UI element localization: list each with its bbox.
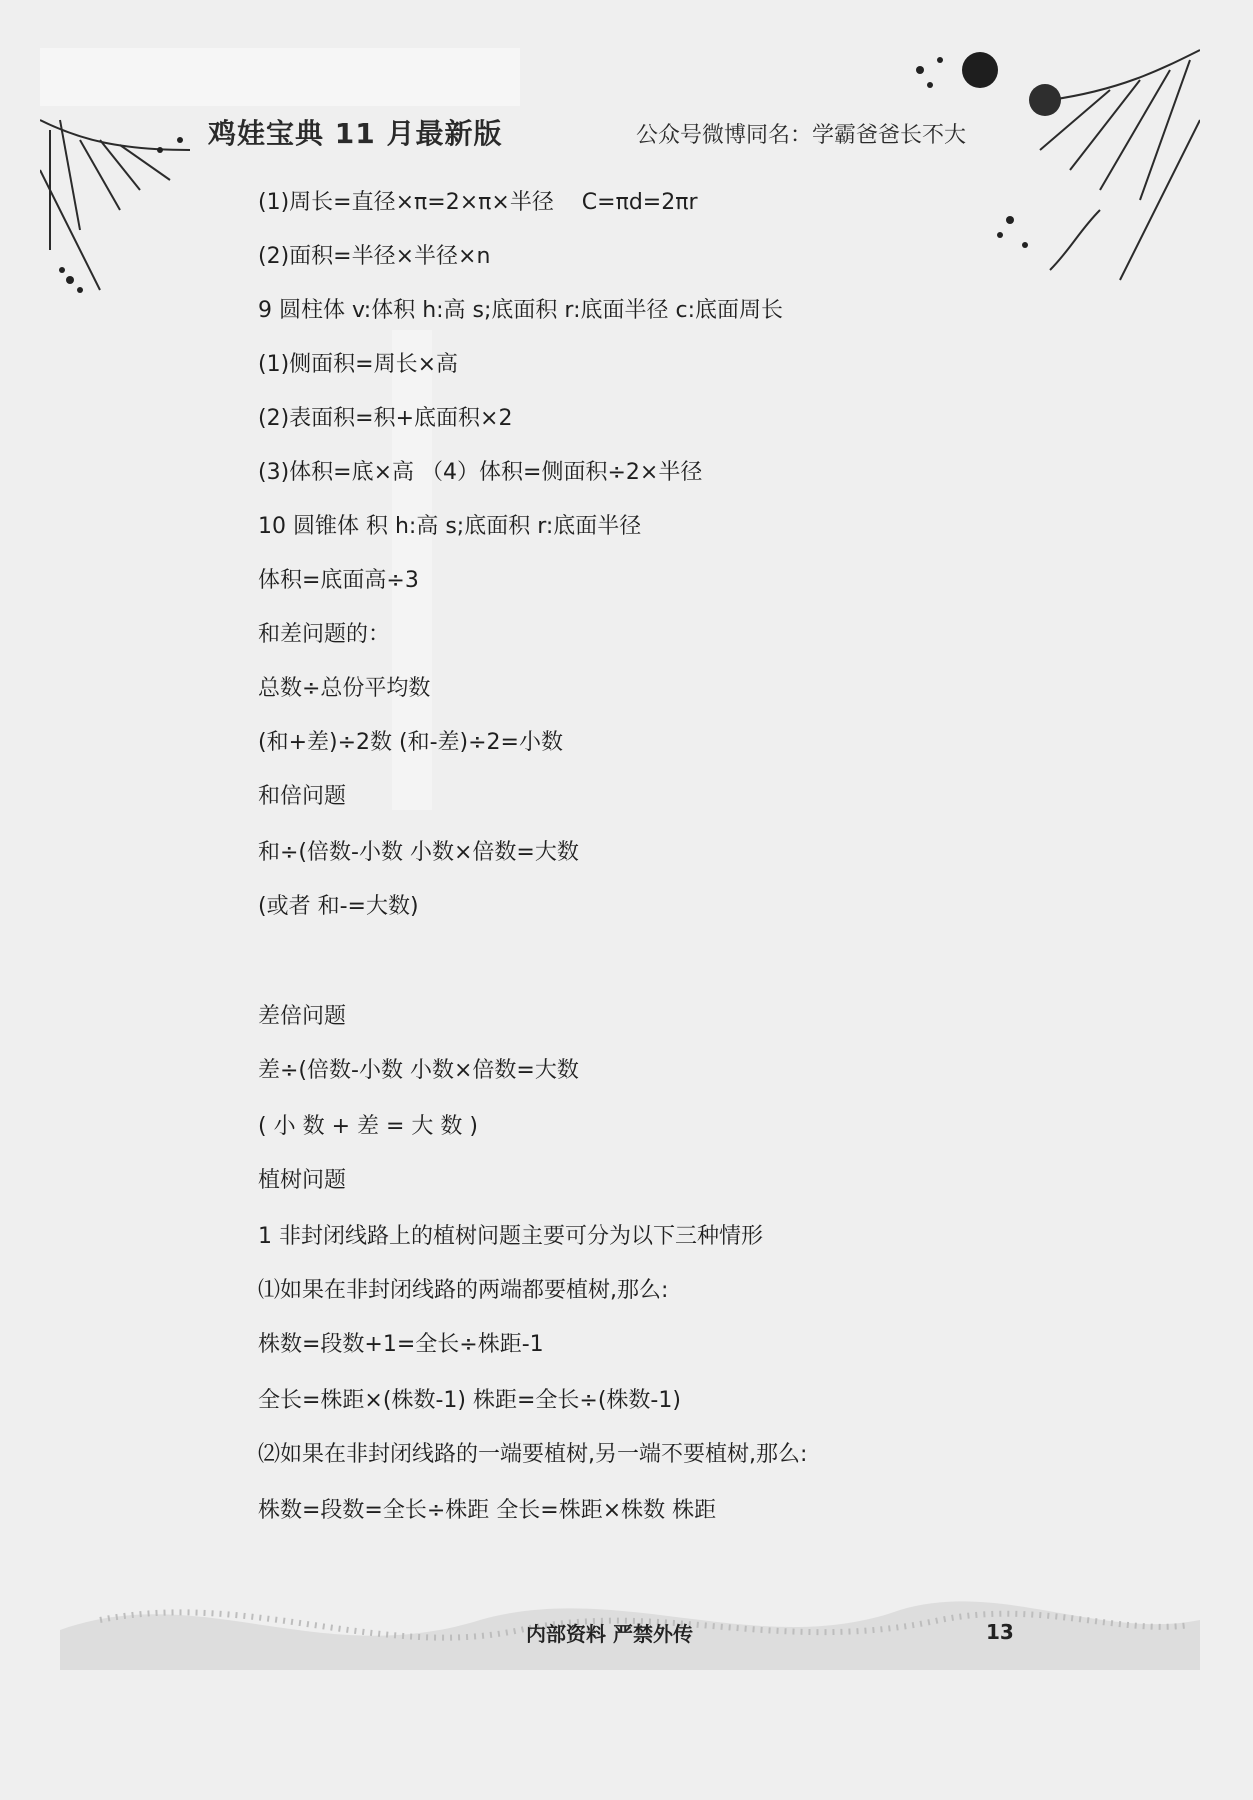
text-line: (2)表面积=积+底面积×2: [258, 406, 513, 431]
page-header: [0, 112, 1253, 156]
text-line: 和差问题的：: [258, 622, 391, 647]
text-line: 植树问题: [258, 1168, 347, 1193]
text-line: 株数=段数=全长÷株距 全长=株距×株数 株距: [258, 1498, 717, 1523]
text-line: 差倍问题: [258, 1004, 347, 1029]
text-line: ⑵如果在非封闭线路的一端要植树,另一端不要植树,那么:: [258, 1442, 808, 1467]
text-line: (或者 和-=大数): [258, 894, 419, 919]
text-line: 1 非封闭线路上的植树问题主要可分为以下三种情形: [258, 1224, 763, 1249]
text-line: ⑴如果在非封闭线路的两端都要植树,那么:: [258, 1278, 669, 1303]
blank-patch-top: [40, 48, 520, 106]
text-line: 体积=底面高÷3: [258, 568, 419, 593]
text-line: (1)周长=直径×π=2×π×半径 C=πd=2πr: [258, 190, 698, 215]
text-line: (2)面积=半径×半径×n: [258, 244, 491, 269]
text-line: ( 小 数 + 差 = 大 数 ): [258, 1114, 478, 1139]
text-line: (1)侧面积=周长×高: [258, 352, 459, 377]
text-line: 9 圆柱体 v:体积 h:高 s;底面积 r:底面半径 c:底面周长: [258, 298, 783, 323]
text-line: 总数÷总份平均数: [258, 676, 431, 701]
text-line: 和÷(倍数-小数 小数×倍数=大数: [258, 840, 579, 865]
text-line: (和+差)÷2数 (和-差)÷2=小数: [258, 730, 563, 755]
text-line: 和倍问题: [258, 784, 347, 809]
text-line: (3)体积=底×高 （4）体积=侧面积÷2×半径: [258, 460, 703, 485]
text-line: 株数=段数+1=全长÷株距-1: [258, 1332, 544, 1357]
footer-notice: 内部资料 严禁外传: [526, 1622, 693, 1646]
text-line: 差÷(倍数-小数 小数×倍数=大数: [258, 1058, 579, 1083]
page-number: 13: [986, 1620, 1014, 1644]
text-line: 10 圆锥体 积 h:高 s;底面积 r:底面半径: [258, 514, 642, 539]
header-title: 鸡娃宝典 11 月最新版: [208, 117, 503, 150]
text-line: 全长=株距×(株数-1) 株距=全长÷(株数-1): [258, 1388, 681, 1413]
pine-branch-right-ornament: [900, 40, 1200, 300]
header-subtitle: 公众号微博同名：学霸爸爸长不大: [636, 123, 967, 148]
